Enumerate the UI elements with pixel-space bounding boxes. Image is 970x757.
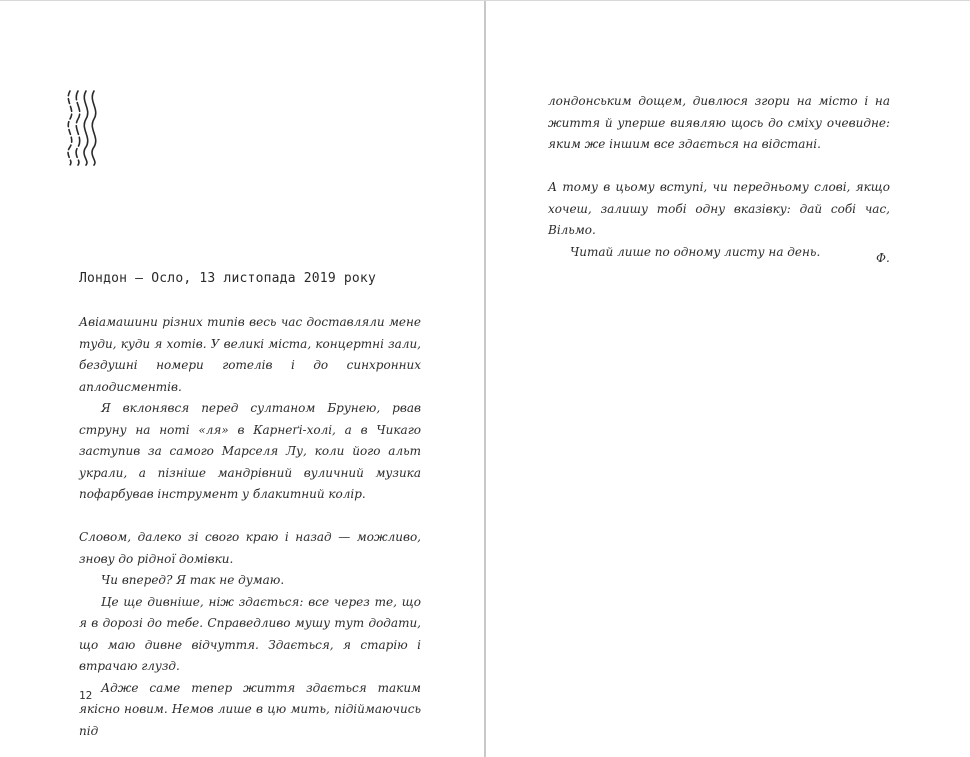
right-page xyxy=(486,1,970,757)
paragraph-4: Чи вперед? Я так не думаю. xyxy=(101,573,285,587)
paragraph-9: Читай лише по одному листу на день. xyxy=(570,244,821,259)
page-number: 12 xyxy=(79,689,93,702)
left-page xyxy=(0,1,484,757)
paragraph-8: А тому в цьому вступі, чи передньому слові, якщо хочеш, залишу тобі одну вказівку: дай собі час, Вільмо. xyxy=(548,180,890,237)
letter-dateline: Лондон — Осло, 13 листопада 2019 року xyxy=(79,271,376,286)
signature: Ф. xyxy=(876,251,890,265)
wavy-lines-ornament-icon xyxy=(62,89,100,167)
paragraph-5: Це ще дивніше, ніж здається: все через те, що я в дорозі до тебе. Справедливо мушу тут додати, що маю дивне відчуття. Здається, я старію і втрачаю глузд. xyxy=(79,594,421,673)
paragraph-2: Я вклонявся перед султаном Брунею, рвав струну на ноті «ля» в Карнеґі-холі, а в Чикаго заступив за самого Марселя Лу, коли його альт украли, а пізніше мандрівний вуличний музика пофарбував інструмент у блакитний колір. xyxy=(79,401,421,501)
paragraph-6: Адже саме тепер життя здається таким якісно новим. Немов лише в цю мить, підіймаючись під xyxy=(79,680,421,738)
paragraph-3: Словом, далеко зі свого краю і назад — можливо, знову до рідної домівки. xyxy=(79,530,421,566)
right-page-body xyxy=(548,91,890,263)
left-page-body xyxy=(79,312,421,742)
paragraph-1: Авіамашини різних типів весь час доставляли мене туди, куди я хотів. У великі міста, концертні зали, бездушні номери готелів і до синхронних аплодисментів. xyxy=(79,315,421,394)
paragraph-7: лондонським дощем, дивлюся згори на місто і на життя й уперше виявляю щось до сміху очевидне: яким же іншим все здається на відстані. xyxy=(548,94,890,151)
